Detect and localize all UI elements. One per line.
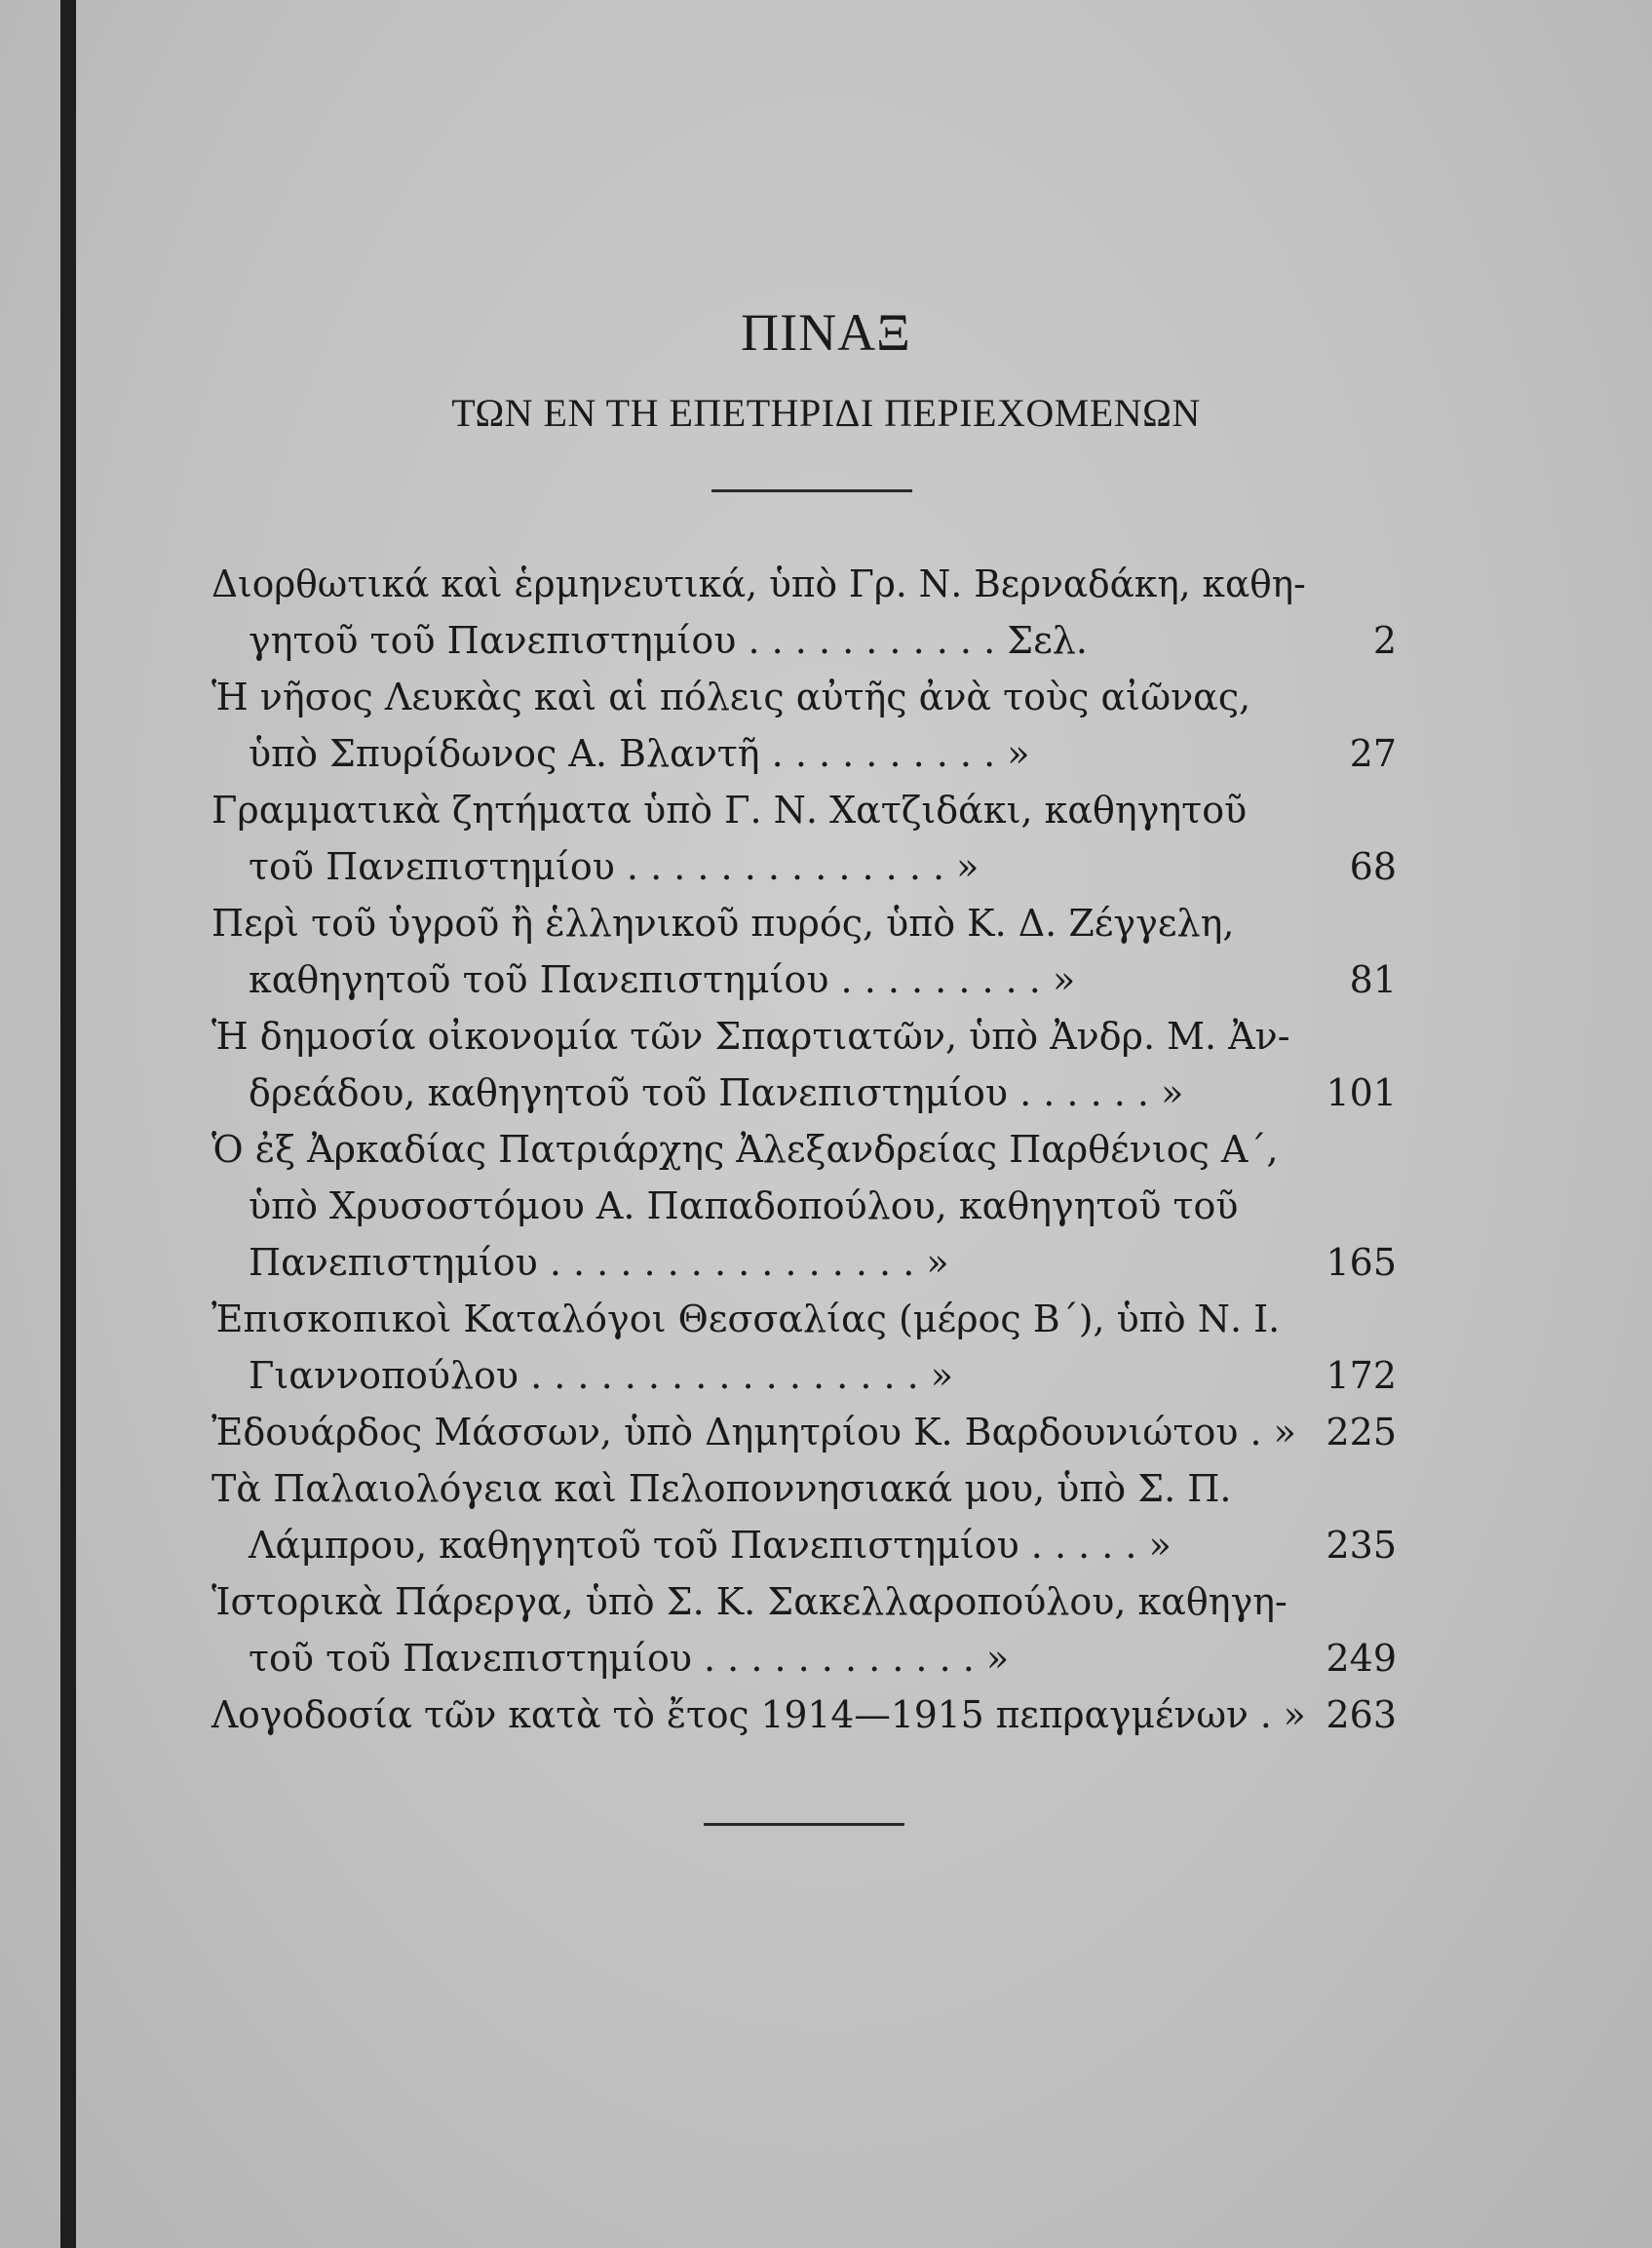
toc-page-number: 81 — [1349, 958, 1397, 1001]
toc-line-text: δρεάδου, καθηγητοῦ τοῦ Πανεπιστημίου . . . . . . » — [249, 1071, 1184, 1114]
toc-page-number: 27 — [1349, 732, 1397, 775]
toc-page-number: 235 — [1325, 1524, 1397, 1567]
toc-page-number: 225 — [1325, 1411, 1397, 1453]
toc-page-number: 101 — [1325, 1071, 1397, 1114]
toc-line — [0, 1517, 1652, 1573]
toc-line-text: Ἐπισκοπικοὶ Καταλόγοι Θεσσαλίας (μέρος Β΄), ὑπὸ Ν. Ι. — [211, 1298, 1281, 1340]
toc-line-text: Περὶ τοῦ ὑγροῦ ἢ ἑλληνικοῦ πυρός, ὑπὸ Κ. Δ. Ζέγγελη, — [211, 902, 1235, 945]
toc-line-text: Ἐδουάρδος Μάσσων, ὑπὸ Δημητρίου Κ. Βαρδουνιώτου . » — [211, 1411, 1296, 1453]
toc-line — [0, 612, 1652, 669]
toc-line-text: Γραμματικὰ ζητήματα ὑπὸ Γ. Ν. Χατζιδάκι, καθηγητοῦ — [211, 789, 1248, 832]
toc-line-text: Τὰ Παλαιολόγεια καὶ Πελοποννησιακά μου, ὑπὸ Σ. Π. — [211, 1467, 1232, 1510]
toc-line — [0, 1234, 1652, 1291]
toc-line — [0, 1291, 1652, 1347]
toc-line — [0, 1404, 1652, 1460]
toc-line — [0, 1008, 1652, 1065]
page-title: ΠΙΝΑΞ — [741, 303, 911, 362]
toc-line-text: Ὁ ἐξ Ἀρκαδίας Πατριάρχης Ἀλεξανδρείας Παρθένιος Α΄, — [211, 1128, 1279, 1171]
toc-line — [0, 1460, 1652, 1517]
toc-line-text: Ἡ δημοσία οἰκονομία τῶν Σπαρτιατῶν, ὑπὸ Ἀνδρ. Μ. Ἀν- — [211, 1015, 1290, 1058]
toc-line-text: τοῦ Πανεπιστημίου . . . . . . . . . . . . . . » — [249, 845, 980, 888]
toc-page-number: 172 — [1325, 1354, 1397, 1397]
toc-page-number: 165 — [1325, 1241, 1397, 1284]
toc-line-text: καθηγητοῦ τοῦ Πανεπιστημίου . . . . . . . . . » — [249, 958, 1076, 1001]
toc-line — [0, 1121, 1652, 1178]
page-subtitle: ΤΩΝ ΕΝ ΤΗ ΕΠΕΤΗΡΙΔΙ ΠΕΡΙΕΧΟΜΕΝΩΝ — [451, 391, 1201, 435]
toc-line — [0, 895, 1652, 951]
toc-page-number: 263 — [1325, 1693, 1397, 1736]
top-divider — [711, 489, 912, 492]
toc-line-text: Ἱστορικὰ Πάρεργα, ὑπὸ Σ. Κ. Σακελλαροπούλου, καθηγη- — [211, 1580, 1287, 1623]
toc-line — [0, 556, 1652, 612]
toc-line — [0, 669, 1652, 725]
toc-line — [0, 1686, 1652, 1743]
toc-line-text: Ἡ νῆσος Λευκὰς καὶ αἱ πόλεις αὐτῆς ἀνὰ τοὺς αἰῶνας, — [211, 676, 1251, 718]
toc-line — [0, 1630, 1652, 1686]
bottom-divider — [704, 1823, 904, 1826]
toc-line — [0, 1065, 1652, 1121]
toc-line-text: Γιαννοπούλου . . . . . . . . . . . . . . . . . » — [249, 1354, 954, 1397]
toc-line — [0, 838, 1652, 895]
toc-line — [0, 1573, 1652, 1630]
toc-line-text: γητοῦ τοῦ Πανεπιστημίου . . . . . . . . . . . Σελ. — [249, 619, 1088, 662]
toc-line — [0, 725, 1652, 782]
toc-line — [0, 782, 1652, 838]
toc-line-text: Λογοδοσία τῶν κατὰ τὸ ἔτος 1914—1915 πεπραγμένων . » — [211, 1693, 1306, 1736]
toc-line-text: Λάμπρου, καθηγητοῦ τοῦ Πανεπιστημίου . . . . . » — [249, 1524, 1172, 1567]
toc-line-text: Πανεπιστημίου . . . . . . . . . . . . . . . . » — [249, 1241, 949, 1284]
toc-line-text: τοῦ τοῦ Πανεπιστημίου . . . . . . . . . . . . » — [249, 1637, 1010, 1680]
toc-page-number: 2 — [1372, 619, 1397, 662]
toc-line-text: Διορθωτικά καὶ ἑρμηνευτικά, ὑπὸ Γρ. Ν. Βερναδάκη, καθη- — [211, 562, 1306, 605]
toc-line-text: ὑπὸ Χρυσοστόμου Α. Παπαδοπούλου, καθηγητοῦ τοῦ — [249, 1184, 1239, 1227]
toc-page-number: 68 — [1349, 845, 1397, 888]
toc-line — [0, 1347, 1652, 1404]
toc-line — [0, 1178, 1652, 1234]
toc-line — [0, 951, 1652, 1008]
toc-page-number: 249 — [1325, 1637, 1397, 1680]
toc-line-text: ὑπὸ Σπυρίδωνος Α. Βλαντῆ . . . . . . . . . . » — [249, 732, 1030, 775]
